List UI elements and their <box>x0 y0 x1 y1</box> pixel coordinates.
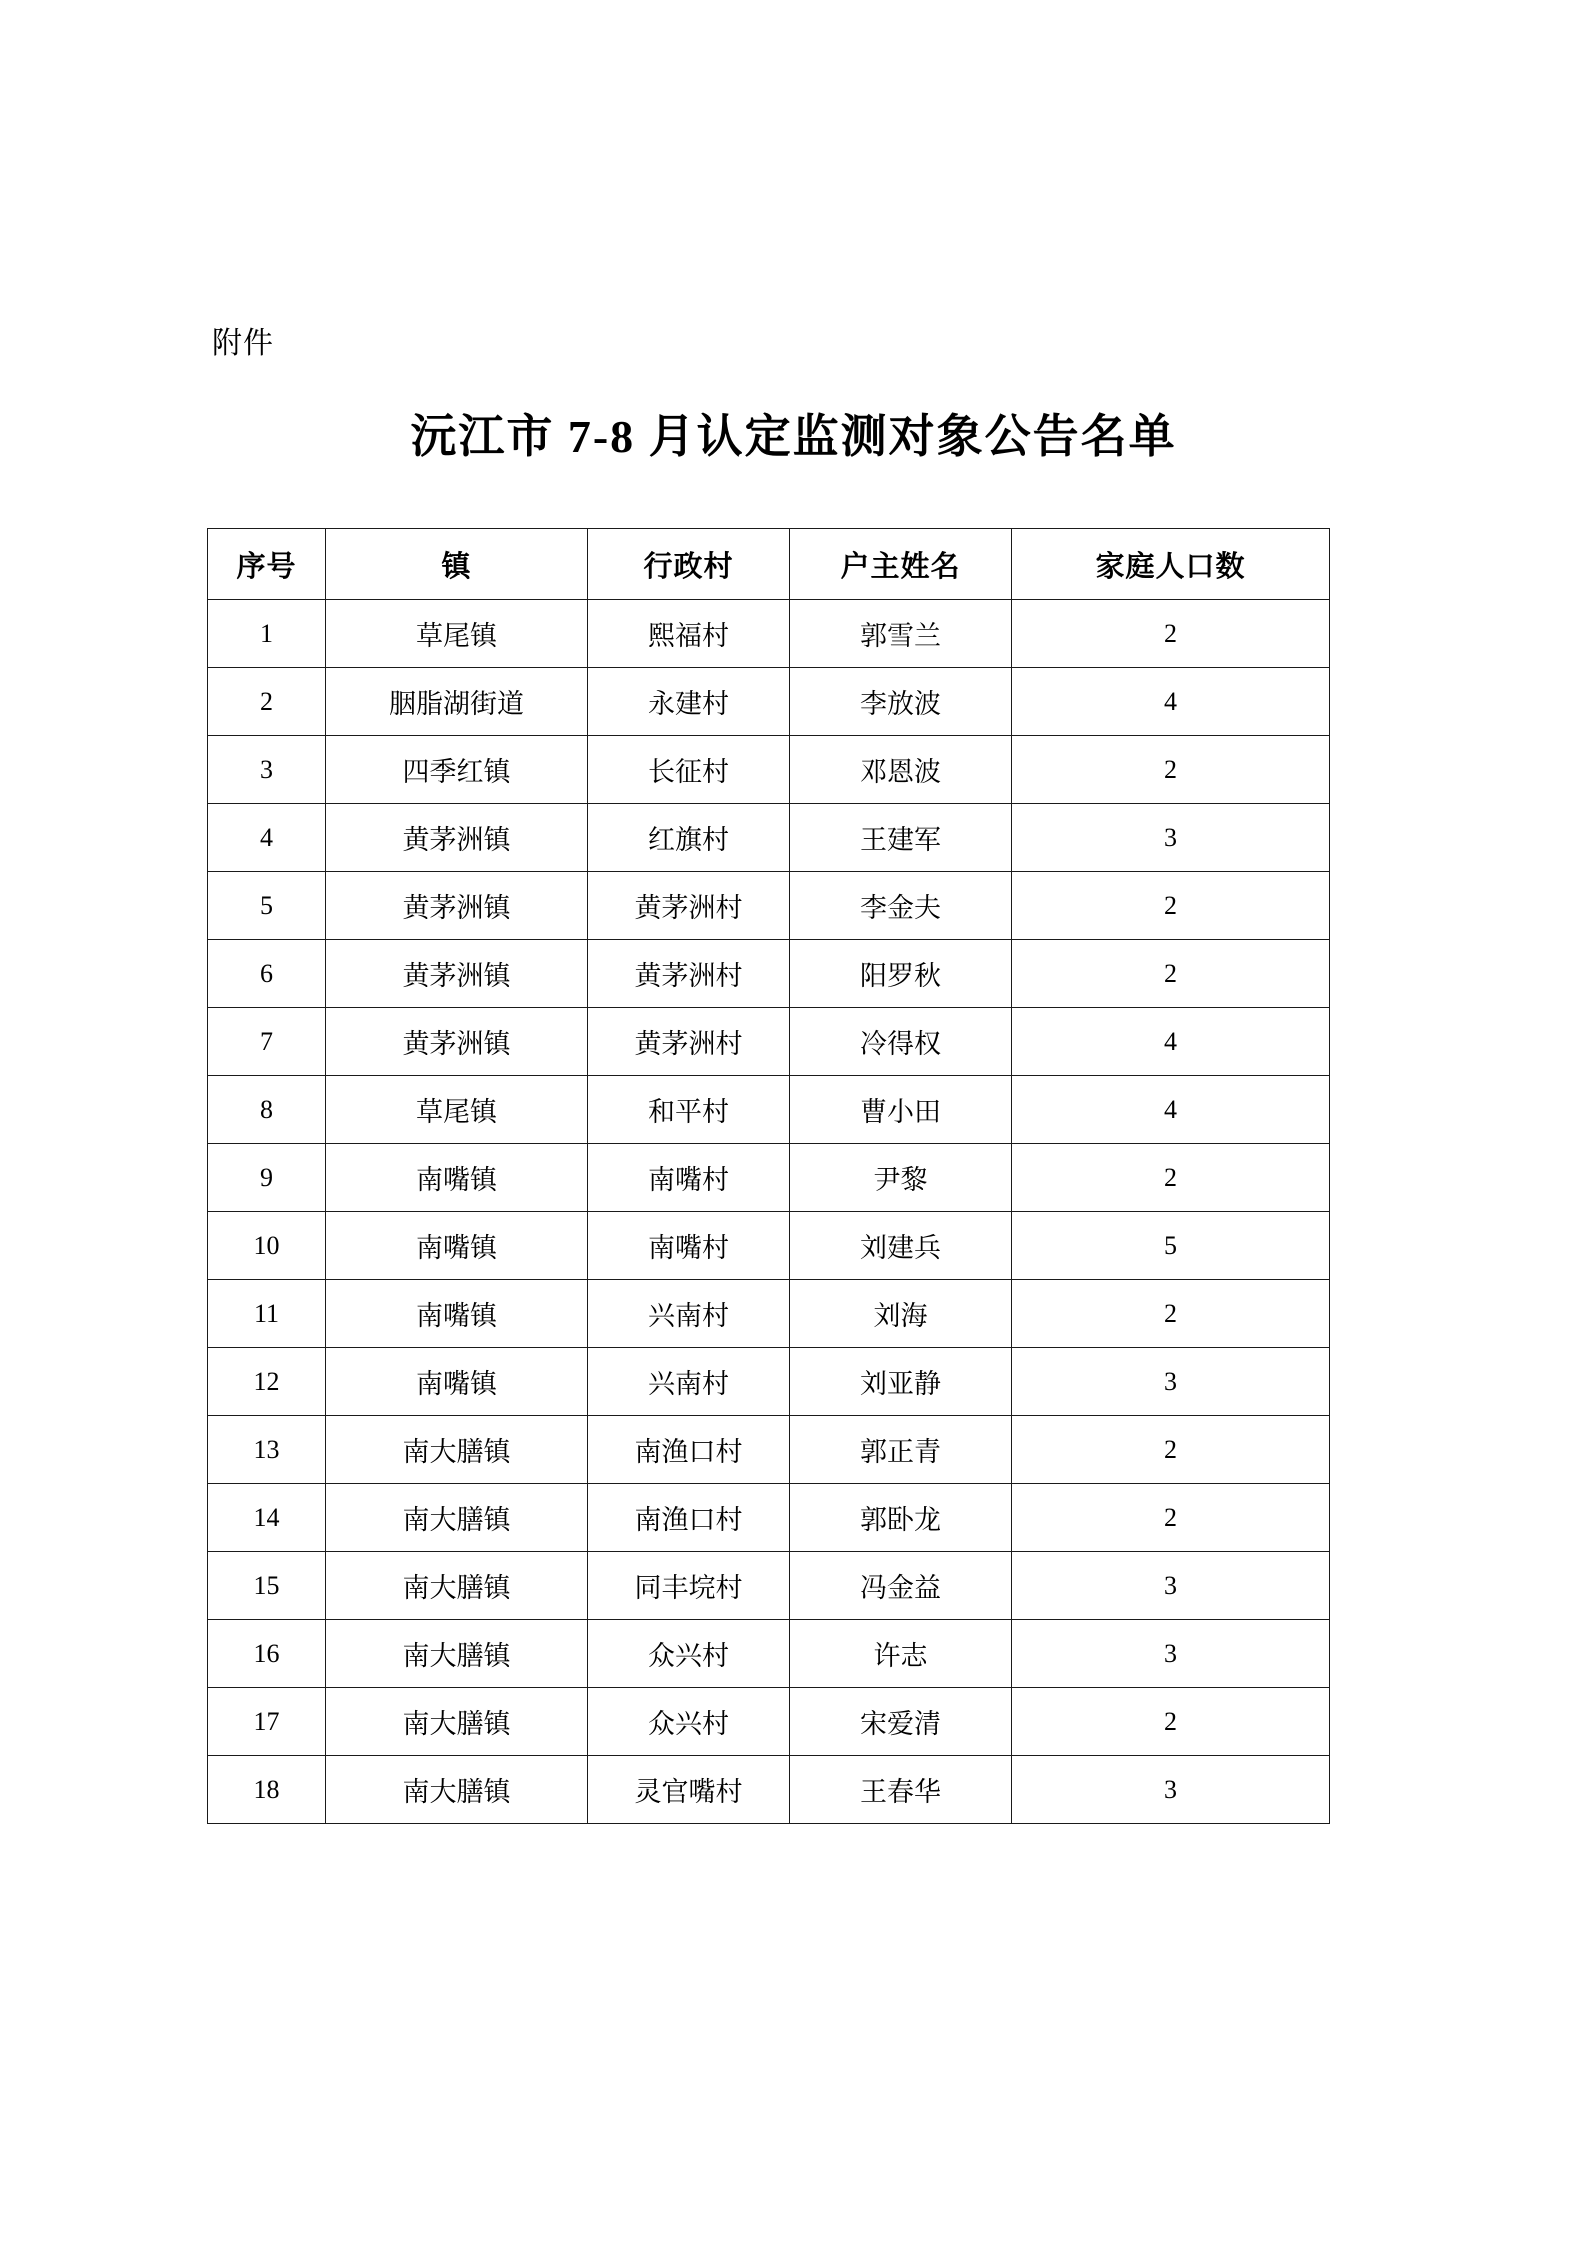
cell-town: 南嘴镇 <box>326 1280 588 1348</box>
cell-household-size: 2 <box>1012 940 1330 1008</box>
cell-index: 3 <box>208 736 326 804</box>
cell-village: 众兴村 <box>588 1688 790 1756</box>
table-row <box>208 1076 1330 1144</box>
cell-index: 6 <box>208 940 326 1008</box>
cell-village: 南渔口村 <box>588 1416 790 1484</box>
cell-index: 13 <box>208 1416 326 1484</box>
cell-index: 11 <box>208 1280 326 1348</box>
cell-village: 永建村 <box>588 668 790 736</box>
table-row <box>208 1280 1330 1348</box>
cell-householder: 许志 <box>790 1620 1012 1688</box>
cell-town: 黄茅洲镇 <box>326 872 588 940</box>
cell-household-size: 2 <box>1012 1416 1330 1484</box>
cell-householder: 阳罗秋 <box>790 940 1012 1008</box>
table-row <box>208 600 1330 668</box>
cell-village: 同丰垸村 <box>588 1552 790 1620</box>
cell-town: 南大膳镇 <box>326 1756 588 1824</box>
cell-town: 南嘴镇 <box>326 1144 588 1212</box>
table-row <box>208 736 1330 804</box>
column-header-index: 序号 <box>208 529 326 600</box>
cell-householder: 冷得权 <box>790 1008 1012 1076</box>
cell-householder: 刘建兵 <box>790 1212 1012 1280</box>
cell-town: 南嘴镇 <box>326 1348 588 1416</box>
roster-table-container <box>207 528 1329 1824</box>
cell-household-size: 2 <box>1012 872 1330 940</box>
cell-household-size: 4 <box>1012 1076 1330 1144</box>
cell-index: 1 <box>208 600 326 668</box>
cell-householder: 冯金益 <box>790 1552 1012 1620</box>
table-row <box>208 668 1330 736</box>
cell-town: 南大膳镇 <box>326 1484 588 1552</box>
cell-household-size: 5 <box>1012 1212 1330 1280</box>
column-header-village: 行政村 <box>588 529 790 600</box>
cell-village: 熙福村 <box>588 600 790 668</box>
cell-household-size: 3 <box>1012 804 1330 872</box>
page-title: 沅江市 7-8 月认定监测对象公告名单 <box>410 411 1177 462</box>
cell-town: 南大膳镇 <box>326 1416 588 1484</box>
table-row <box>208 1484 1330 1552</box>
cell-household-size: 2 <box>1012 1484 1330 1552</box>
cell-town: 南大膳镇 <box>326 1620 588 1688</box>
column-header-householder: 户主姓名 <box>790 529 1012 600</box>
table-row <box>208 804 1330 872</box>
cell-index: 16 <box>208 1620 326 1688</box>
table-row <box>208 1620 1330 1688</box>
cell-household-size: 2 <box>1012 736 1330 804</box>
roster-table-body <box>208 600 1330 1824</box>
cell-household-size: 3 <box>1012 1756 1330 1824</box>
cell-householder: 李放波 <box>790 668 1012 736</box>
cell-household-size: 2 <box>1012 1688 1330 1756</box>
cell-village: 长征村 <box>588 736 790 804</box>
table-row <box>208 1552 1330 1620</box>
cell-town: 黄茅洲镇 <box>326 804 588 872</box>
table-row <box>208 1212 1330 1280</box>
cell-household-size: 4 <box>1012 668 1330 736</box>
cell-household-size: 2 <box>1012 1144 1330 1212</box>
cell-householder: 尹黎 <box>790 1144 1012 1212</box>
cell-village: 黄茅洲村 <box>588 1008 790 1076</box>
cell-village: 红旗村 <box>588 804 790 872</box>
cell-index: 12 <box>208 1348 326 1416</box>
cell-index: 9 <box>208 1144 326 1212</box>
cell-village: 南渔口村 <box>588 1484 790 1552</box>
cell-householder: 郭正青 <box>790 1416 1012 1484</box>
cell-householder: 刘海 <box>790 1280 1012 1348</box>
cell-index: 5 <box>208 872 326 940</box>
cell-town: 黄茅洲镇 <box>326 1008 588 1076</box>
cell-household-size: 4 <box>1012 1008 1330 1076</box>
table-row <box>208 1144 1330 1212</box>
cell-village: 兴南村 <box>588 1280 790 1348</box>
column-header-town: 镇 <box>326 529 588 600</box>
cell-village: 兴南村 <box>588 1348 790 1416</box>
cell-householder: 邓恩波 <box>790 736 1012 804</box>
cell-village: 黄茅洲村 <box>588 940 790 1008</box>
cell-index: 4 <box>208 804 326 872</box>
cell-town: 南大膳镇 <box>326 1688 588 1756</box>
cell-village: 黄茅洲村 <box>588 872 790 940</box>
cell-town: 胭脂湖街道 <box>326 668 588 736</box>
table-header-row <box>208 529 1330 600</box>
cell-town: 草尾镇 <box>326 1076 588 1144</box>
cell-town: 南大膳镇 <box>326 1552 588 1620</box>
cell-householder: 曹小田 <box>790 1076 1012 1144</box>
cell-village: 和平村 <box>588 1076 790 1144</box>
cell-town: 南嘴镇 <box>326 1212 588 1280</box>
table-row <box>208 872 1330 940</box>
cell-householder: 郭卧龙 <box>790 1484 1012 1552</box>
cell-village: 南嘴村 <box>588 1144 790 1212</box>
cell-householder: 李金夫 <box>790 872 1012 940</box>
cell-household-size: 3 <box>1012 1620 1330 1688</box>
table-row <box>208 1688 1330 1756</box>
column-header-household-size: 家庭人口数 <box>1012 529 1330 600</box>
table-row <box>208 1416 1330 1484</box>
cell-householder: 王建军 <box>790 804 1012 872</box>
cell-householder: 宋爱清 <box>790 1688 1012 1756</box>
cell-index: 17 <box>208 1688 326 1756</box>
cell-householder: 郭雪兰 <box>790 600 1012 668</box>
cell-household-size: 2 <box>1012 1280 1330 1348</box>
cell-index: 8 <box>208 1076 326 1144</box>
cell-village: 灵官嘴村 <box>588 1756 790 1824</box>
table-row <box>208 1756 1330 1824</box>
table-row <box>208 1348 1330 1416</box>
cell-index: 15 <box>208 1552 326 1620</box>
cell-household-size: 3 <box>1012 1552 1330 1620</box>
cell-town: 黄茅洲镇 <box>326 940 588 1008</box>
table-row <box>208 940 1330 1008</box>
cell-index: 10 <box>208 1212 326 1280</box>
cell-town: 草尾镇 <box>326 600 588 668</box>
roster-table <box>207 528 1330 1824</box>
cell-village: 南嘴村 <box>588 1212 790 1280</box>
cell-household-size: 3 <box>1012 1348 1330 1416</box>
cell-index: 14 <box>208 1484 326 1552</box>
cell-householder: 刘亚静 <box>790 1348 1012 1416</box>
cell-index: 2 <box>208 668 326 736</box>
attachment-label: 附件 <box>212 327 274 360</box>
cell-village: 众兴村 <box>588 1620 790 1688</box>
cell-household-size: 2 <box>1012 600 1330 668</box>
cell-index: 7 <box>208 1008 326 1076</box>
cell-town: 四季红镇 <box>326 736 588 804</box>
table-row <box>208 1008 1330 1076</box>
cell-index: 18 <box>208 1756 326 1824</box>
cell-householder: 王春华 <box>790 1756 1012 1824</box>
